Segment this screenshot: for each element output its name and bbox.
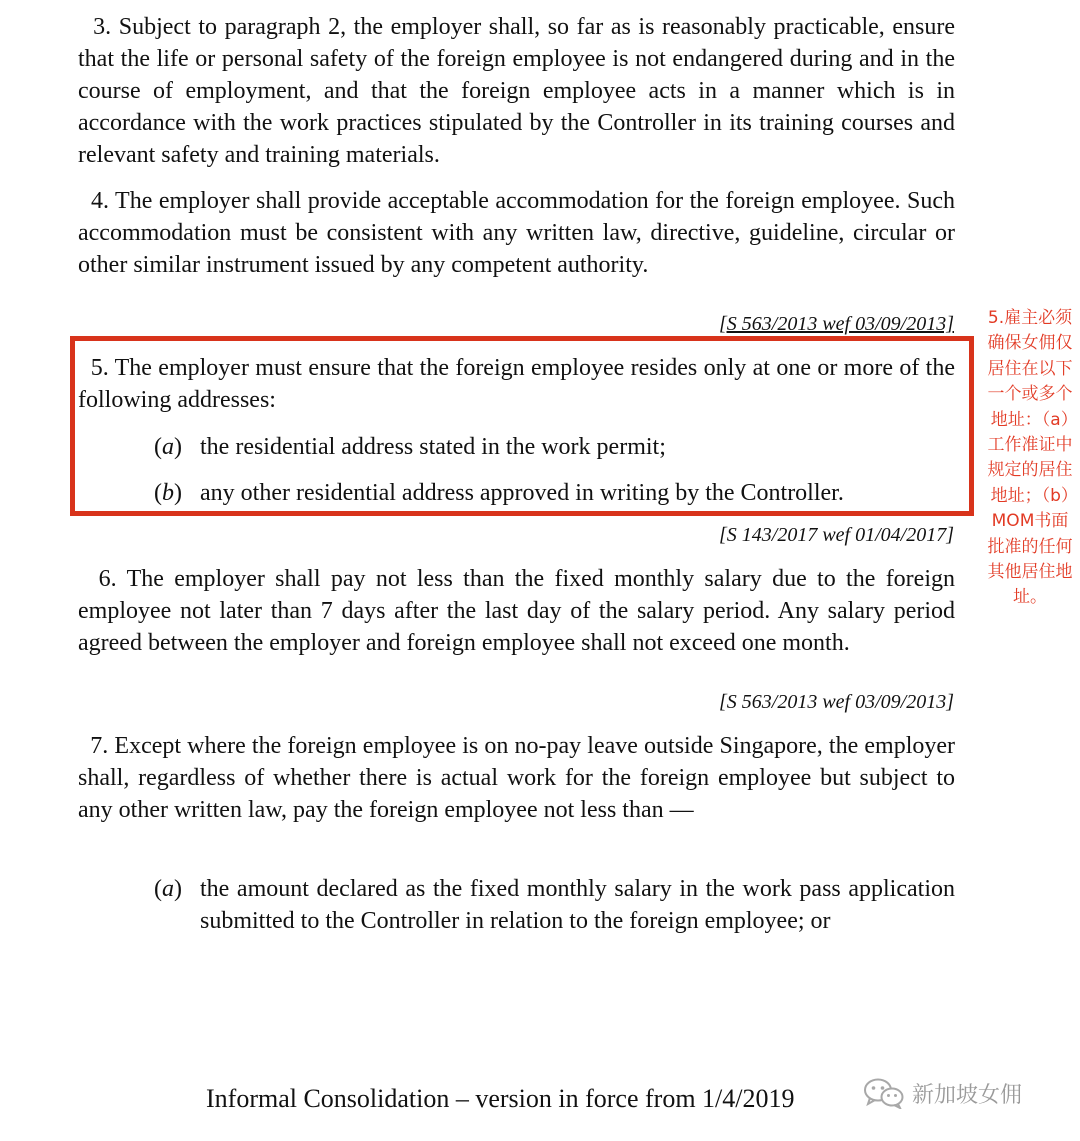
paragraph-text: Except where the foreign employee is on no-pay leave outside Singapore, the employer shall, regardless of whether there is actual work for the foreign employee but subject to any other written law, pay the foreign employee not less than — <box>78 733 956 823</box>
paragraph-number: 6. <box>98 566 117 592</box>
paragraph-number: 7. <box>90 733 109 759</box>
paragraph-text: The employer shall provide acceptable accommodation for the foreign employee. Such accommodation must be consistent with any written law, directive, guideline, circular or other similar instrument issued by any competent authority. <box>78 188 955 278</box>
paragraph-text: Subject to paragraph 2, the employer shall, so far as is reasonably practicable, ensure that the life or personal safety of the foreign employee is not endangered during and in the course of employment, and that the foreign employee acts in a manner which is in accordance with the work practices stipulated by the Controller in its training courses and relevant safety and training materials. <box>78 14 956 168</box>
wechat-icon <box>862 1077 906 1109</box>
item-label: (a) <box>154 434 182 460</box>
item-text: the residential address stated in the work permit; <box>200 434 666 460</box>
paragraph-number: 5. <box>90 355 109 381</box>
paragraph-7-item-a <box>154 873 955 937</box>
paragraph-text: The employer must ensure that the foreign employee resides only at one or more of the following addresses: <box>78 355 955 413</box>
watermark-text: 新加坡女佣 <box>912 1082 1023 1108</box>
amendment-reference: [S 143/2017 wef 01/04/2017] <box>718 524 954 546</box>
paragraph-7 <box>78 730 955 826</box>
paragraph-6 <box>78 563 955 659</box>
footer-consolidation-note: Informal Consolidation – version in force from 1/4/2019 <box>206 1084 795 1113</box>
item-label: (a) <box>154 876 182 902</box>
item-text: the amount declared as the fixed monthly salary in the work pass application submitted to the Controller in relation to the foreign employee; or <box>200 876 955 934</box>
paragraph-number: 3. <box>93 14 112 40</box>
paragraph-5 <box>78 352 955 416</box>
item-text: any other residential address approved in writing by the Controller. <box>200 480 844 506</box>
paragraph-4 <box>78 185 955 281</box>
watermark <box>862 1076 1022 1110</box>
item-label: (b) <box>154 480 182 506</box>
amendment-reference: [S 563/2013 wef 03/09/2013] <box>718 691 954 713</box>
paragraph-3 <box>78 11 955 171</box>
paragraph-5-item-a <box>154 431 955 463</box>
amendment-reference: [S 563/2013 wef 03/09/2013] <box>718 313 954 335</box>
chinese-annotation: 5.雇主必须确保女佣仅居住在以下一个或多个地址：（a）工作准证中规定的居住地址；（b）MOM书面批准的任何其他居住地址。 <box>987 308 1073 608</box>
paragraph-5-item-b <box>154 477 955 509</box>
paragraph-number: 4. <box>90 188 109 214</box>
paragraph-text: The employer shall pay not less than the fixed monthly salary due to the foreign employee not later than 7 days after the last day of the salary period. Any salary period agreed between the employer and foreign employee shall not exceed one month. <box>78 566 955 656</box>
